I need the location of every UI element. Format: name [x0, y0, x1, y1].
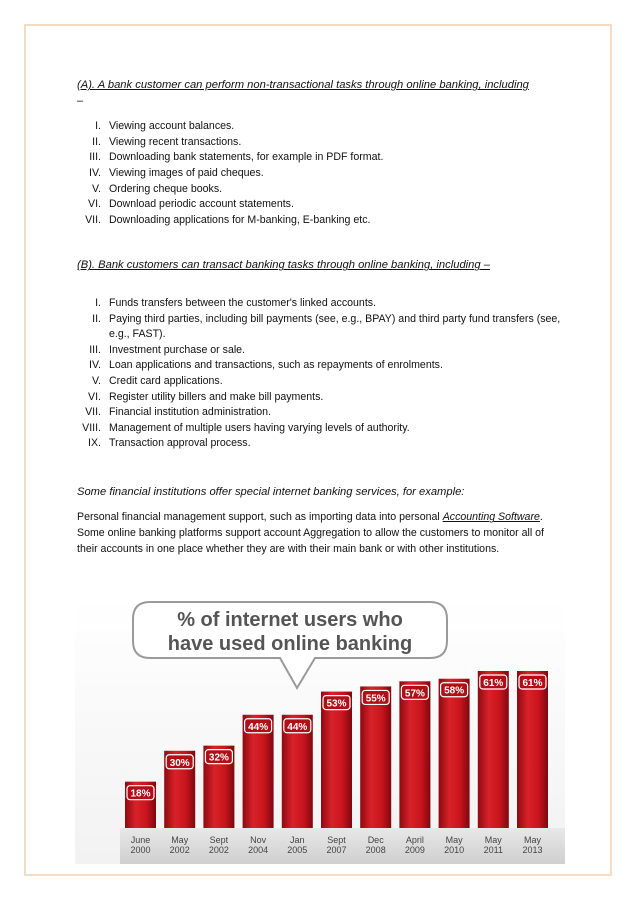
chart-data-label: 55%	[365, 693, 386, 705]
section-b-item-number: II.	[92, 312, 101, 325]
chart-title-line-1: % of internet users who	[177, 609, 403, 631]
chart-data-label: 44%	[248, 721, 269, 733]
chart-tick-label: 2013	[522, 845, 543, 855]
section-b-item-text: Investment purchase or sale.	[109, 343, 246, 356]
para-text-before: Personal financial management support, such as importing data into personal	[77, 511, 443, 524]
accounting-software-link[interactable]: Accounting Software	[442, 511, 540, 524]
section-a-item	[77, 119, 565, 135]
chart-title-line-2: have used online banking	[167, 633, 413, 655]
section-b-item	[77, 390, 565, 406]
section-a-item-number: VI.	[88, 198, 101, 211]
chart-tick-label: Dec	[367, 835, 384, 845]
chart-bar	[399, 681, 430, 828]
section-a-item-number: I.	[95, 120, 101, 133]
section-a-item	[77, 197, 565, 213]
section-b-item-number: V.	[91, 374, 101, 387]
section-a-item	[77, 213, 565, 229]
section-b-item-number: IX.	[88, 437, 101, 450]
chart-tick-label: May	[171, 835, 189, 845]
special-services-paragraph	[77, 510, 565, 557]
section-b-item-text: Loan applications and transactions, such as repayments of enrolments.	[109, 359, 443, 372]
chart-data-label: 61%	[483, 678, 504, 689]
section-a-item-number: V.	[91, 182, 101, 195]
section-b-item-number: VIII.	[82, 421, 101, 434]
chart-data-label: 44%	[287, 721, 308, 733]
chart-tick-label: June	[130, 835, 151, 845]
chart-tick-label: Nov	[250, 835, 267, 845]
section-b-item-text: Management of multiple users having varying levels of authority.	[109, 421, 410, 434]
section-b-item-text: Transaction approval process.	[109, 437, 251, 450]
section-b-item-text: Funds transfers between the customer's linked accounts.	[109, 296, 377, 309]
section-b-item	[77, 296, 565, 312]
chart-tick-label: May	[445, 835, 463, 845]
section-a-item	[77, 150, 565, 166]
chart-tick-label: Sept	[209, 835, 229, 845]
chart-tick-label: 2008	[365, 845, 386, 855]
chart-svg	[75, 596, 565, 864]
section-b-item	[77, 312, 565, 343]
section-b-item-text: Financial institution administration.	[109, 406, 271, 419]
para-text-after: . Some online banking platforms support account Aggregation to allow the customers to monitor all of their accounts in one place whether they are with their main bank or with other institutions.	[77, 511, 544, 555]
online-banking-chart	[75, 596, 565, 864]
special-services-heading: Some financial institutions offer special internet banking services, for example:	[77, 485, 465, 498]
chart-bar	[321, 692, 352, 828]
section-b-list	[77, 296, 565, 452]
chart-tick-label: 2011	[483, 845, 503, 855]
section-a-item-text: Downloading bank statements, for example in PDF format.	[109, 151, 384, 164]
chart-tick-label: May	[523, 835, 542, 845]
section-a-item-number: VII.	[85, 213, 101, 226]
section-b-item-number: I.	[95, 296, 101, 309]
section-a-dash: –	[77, 94, 84, 107]
chart-tick-label: 2002	[208, 845, 229, 855]
chart-bar	[360, 686, 391, 828]
chart-data-label: 18%	[130, 788, 151, 800]
section-a-item	[77, 166, 565, 182]
section-a-item-text: Download periodic account statements.	[109, 198, 294, 211]
chart-tick-label: 2000	[130, 845, 151, 855]
section-b-item-number: IV.	[89, 359, 101, 372]
section-a-item-text: Viewing images of paid cheques.	[109, 166, 264, 179]
chart-data-label: 53%	[326, 698, 347, 710]
section-b-item	[77, 421, 565, 437]
section-b-item-text: Paying third parties, including bill payments (see, e.g., BPAY) and third party fund transfers (see, e.g., FAST).	[109, 312, 561, 341]
chart-data-label: 32%	[208, 752, 229, 764]
chart-tick-label: Jan	[290, 835, 305, 845]
section-a-item-text: Viewing recent transactions.	[109, 135, 242, 148]
section-a-item-number: III.	[89, 151, 101, 164]
chart-bar	[439, 679, 470, 828]
section-a-list	[77, 119, 565, 228]
chart-tick-label: 2005	[287, 845, 308, 855]
chart-tick-label: 2004	[248, 845, 269, 855]
section-b-item	[77, 358, 565, 374]
section-b-item-number: III.	[89, 343, 101, 356]
chart-tick-label: 2007	[326, 845, 347, 855]
chart-bar	[478, 671, 509, 828]
section-a-item-text: Viewing account balances.	[109, 120, 235, 133]
section-a-item-text: Downloading applications for M-banking, E-banking etc.	[109, 213, 371, 226]
chart-data-label: 57%	[404, 688, 425, 700]
chart-tick-label: 2002	[169, 845, 190, 855]
section-b-item-number: VII.	[85, 406, 101, 419]
section-b-item	[77, 374, 565, 390]
chart-tick-label: April	[405, 835, 424, 845]
section-a-item-text: Ordering cheque books.	[109, 182, 223, 195]
section-b-item	[77, 436, 565, 452]
section-a-item-number: II.	[92, 135, 101, 148]
chart-tick-label: 2010	[444, 845, 465, 855]
chart-bar	[517, 671, 548, 828]
document-body	[77, 78, 565, 557]
chart-tick-label: Sept	[327, 835, 346, 845]
section-a-item	[77, 135, 565, 151]
section-b-item	[77, 405, 565, 421]
section-b-item	[77, 343, 565, 359]
section-b-heading: (B). Bank customers can transact banking tasks through online banking, including –	[77, 259, 490, 272]
chart-tick-label: May	[484, 835, 502, 845]
chart-tick-label: 2009	[404, 845, 425, 855]
section-a-heading: (A). A bank customer can perform non-transactional tasks through online banking, including	[77, 79, 529, 91]
chart-data-label: 61%	[522, 678, 543, 689]
chart-data-label: 30%	[169, 757, 190, 769]
section-a-item	[77, 182, 565, 198]
section-b-item-text: Credit card applications.	[109, 374, 223, 387]
section-a-item-number: IV.	[89, 166, 101, 179]
section-b-item-text: Register utility billers and make bill payments.	[109, 390, 324, 403]
section-b-item-number: VI.	[88, 390, 101, 403]
chart-data-label: 58%	[444, 685, 465, 697]
